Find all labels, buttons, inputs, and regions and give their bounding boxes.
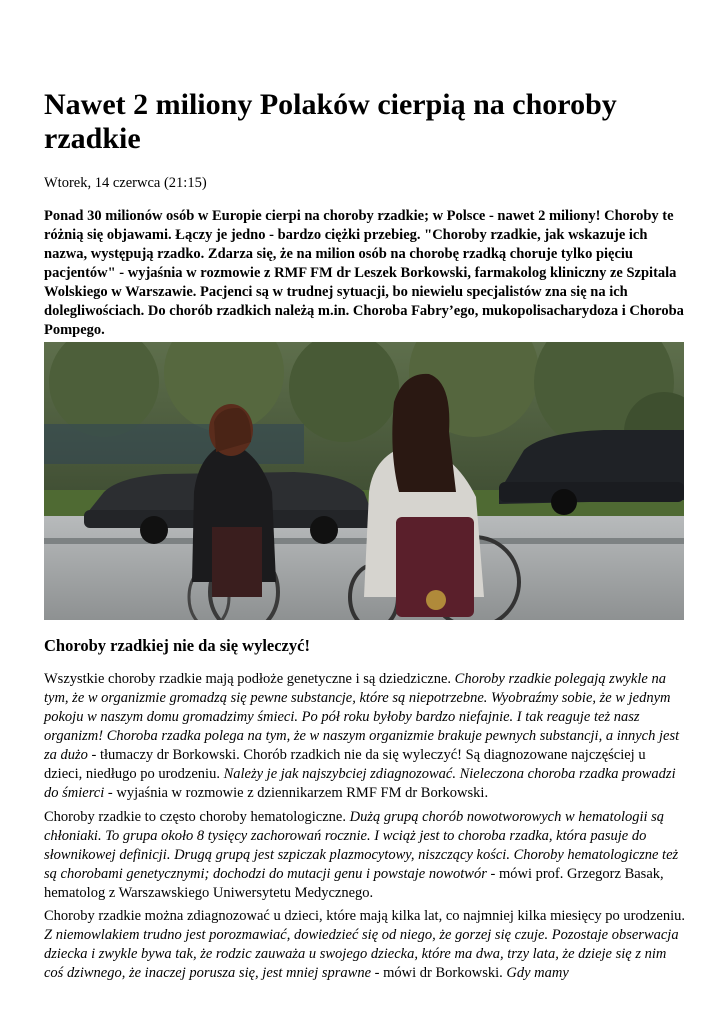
body-text: - tłumaczy dr Borkowski. Chorób rzadkich nie da się wyleczyć! Są diagnozowane najczęściej u dzieci, niedługo po urodzeniu. — [44, 747, 646, 782]
section-heading: Choroby rzadkiej nie da się wyleczyć! — [44, 636, 310, 655]
body-text: - mówi prof. Grzegorz Basak, hematolog z Warszawskiego Uniwersytetu Medycznego. — [44, 866, 664, 901]
quote-text: Gdy mamy — [506, 965, 569, 981]
article-paragraph — [44, 907, 686, 983]
quote-text: Dużą grupą chorób nowotworowych w hematologii są chłoniaki. To grupa około 8 tysięcy zachorowań rocznie. I wciąż jest to choroba rzadka, która pasuje do słownikowej definicji. Drugą grupą jest szpiczak plazmocytowy, niszczący kości. Choroby hematologiczne też są chorobami genetycznymi; dochodzi do mutacji genu i powstaje nowotwór — [44, 809, 679, 882]
body-text: - wyjaśnia w rozmowie z dziennikarzem RMF FM dr Borkowski. — [104, 785, 489, 801]
body-text: Wszystkie choroby rzadkie mają podłoże genetyczne i są dziedziczne. — [44, 671, 455, 687]
body-text: Choroby rzadkie można zdiagnozować u dzieci, które mają kilka lat, co najmniej kilka miesięcy po urodzeniu. — [44, 908, 685, 924]
quote-text: Z niemowlakiem trudno jest porozmawiać, dowiedzieć się od niego, że gorzej się czuje. Pozostaje obserwacja dziecka i zwykle bywa tak, że rodzic zauważa u swojego dziecka, które ma dwa, trzy lata, że dzieje się z nim coś dziwnego, że inaczej porusza się, jest mniej sprawne — [44, 927, 679, 981]
article-date: Wtorek, 14 czerwca (21:15) — [44, 175, 207, 191]
article-paragraph — [44, 808, 686, 903]
body-text: - mówi dr Borkowski. — [371, 965, 507, 981]
quote-text: Choroby rzadkie polegają zwykle na tym, że w organizmie gromadzą się pewne substancje, które są niepotrzebne. Wyobraźmy sobie, że w jednym pokoju w naszym domu gromadzimy śmieci. Po pół roku byłoby bardzo niefajnie. I tak reaguje też nasz organizm! Choroba rzadka polega na tym, że w naszym organizmie brakuje pewnych substancji, a innych jest za dużo — [44, 671, 680, 763]
article-title: Nawet 2 miliony Polaków cierpią na choroby rzadkie — [44, 88, 617, 155]
quote-text: Należy je jak najszybciej zdiagnozować. Nieleczona choroba rzadka prowadzi do śmierci — [44, 766, 676, 801]
photo-illustration — [44, 342, 684, 620]
article-paragraph — [44, 670, 686, 803]
article-photo — [44, 342, 684, 620]
body-text: Choroby rzadkie to często choroby hematologiczne. — [44, 809, 350, 825]
article-lead: Ponad 30 milionów osób w Europie cierpi na choroby rzadkie; w Polsce - nawet 2 miliony! Choroby te różnią się objawami. Łączy je jedno - bardzo ciężki przebieg. "Choroby rzadkie, jak wskazuje ich nazwa, występują rzadko. Zdarza się, że na milion osób na chorobę rzadką choruje tylko pięciu pacjentów" - wyjaśnia w rozmowie z RMF FM dr Leszek Borkowski, farmakolog kliniczny ze Szpitala Wolskiego w Warszawie. Pacjenci są w trudnej sytuacji, bo niewielu specjalistów zna się na ich dolegliwościach. Do chorób rzadkich należą m.in. Choroba Fabry’ego, mukopolisacharydoza i Choroba Pompego. — [44, 208, 684, 338]
